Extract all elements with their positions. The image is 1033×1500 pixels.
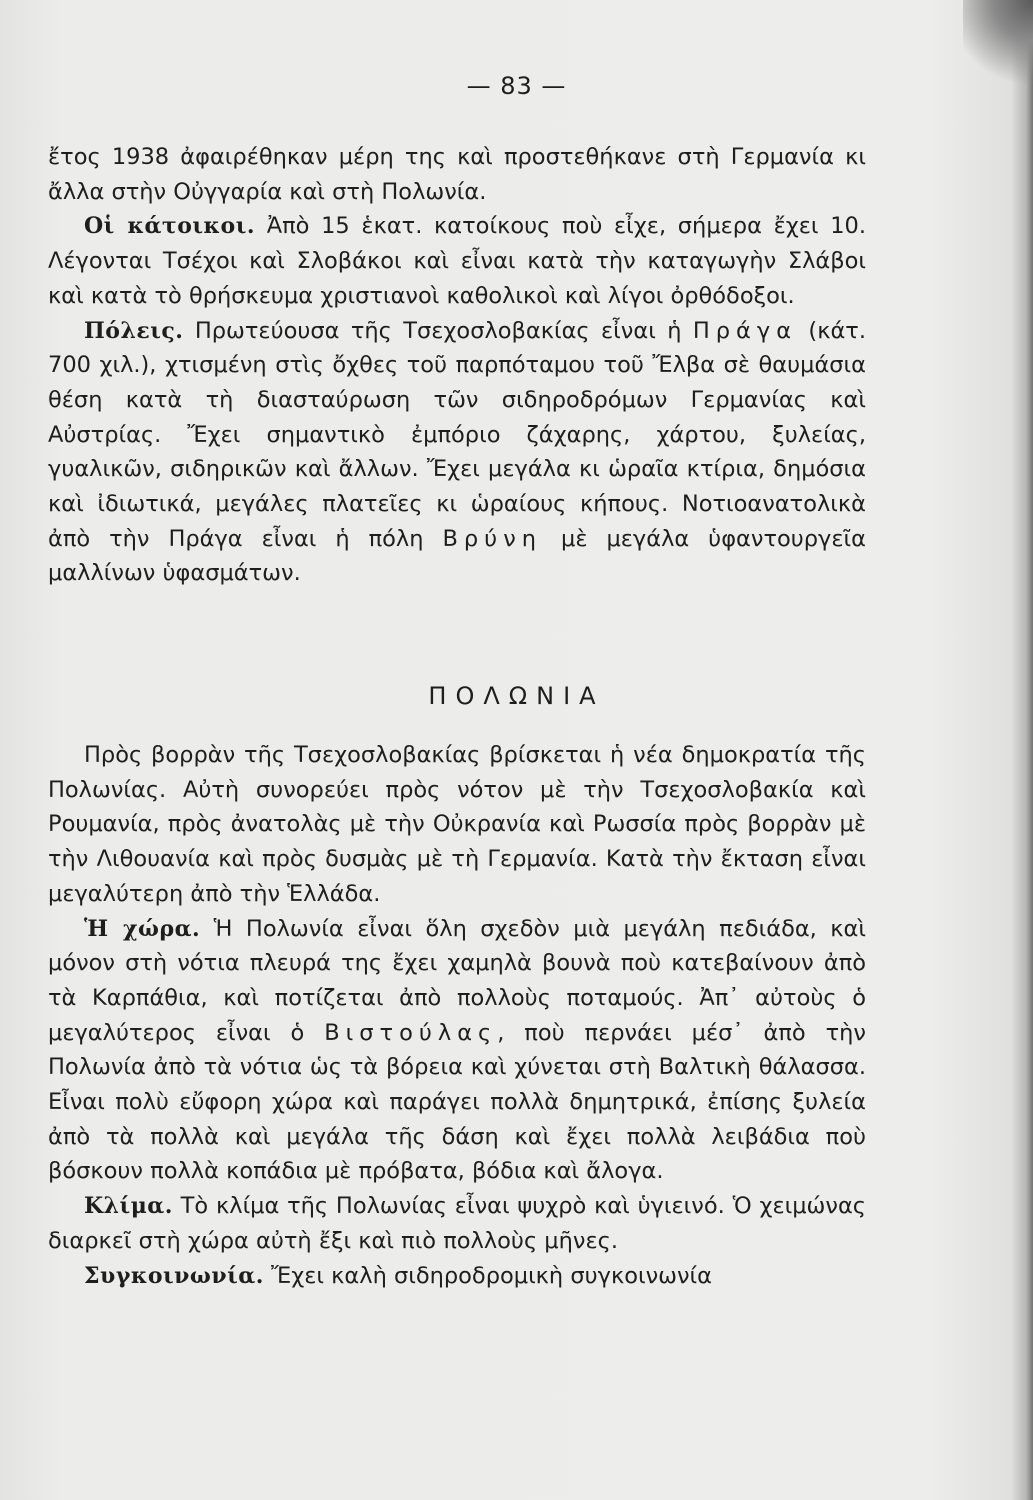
country-text-a: Ἡ Πολωνία εἶναι ὅλη σχεδὸν μιὰ μεγάλη πεδιάδα, καὶ μόνον στὴ νότια πλευρά της ἔχει χαμηλὰ βουνὰ ποὺ κατεβαίνουν ἀπὸ τὰ Καρπάθια, καὶ ποτίζεται ἀπὸ πολλοὺς ποταμούς. Ἀπ᾽ αὐτοὺς ὁ μεγαλύτερος εἶναι ὁ (48, 915, 866, 1046)
text-block-czechoslovakia (48, 140, 866, 591)
heading-climate: Κλίμα. (84, 1193, 173, 1220)
heading-inhabitants: Οἱ κάτοικοι. (84, 213, 256, 240)
city-brno: Βρύνη (442, 525, 543, 552)
heading-transport: Συγκοινωνία. (84, 1262, 264, 1289)
inhabitants-text: Ἀπὸ 15 ἑκατ. κατοίκους ποὺ εἶχε, σήμερα ἔχει 10. Λέγονται Τσέχοι καὶ Σλοβάκοι καὶ εἶναι κατὰ τὴν καταγωγὴν Σλάβοι καὶ κατὰ τὸ θρήσκευμα χριστιανοὶ καθολικοὶ καὶ λίγοι ὀρθόδοξοι. (48, 213, 866, 309)
heading-cities: Πόλεις. (84, 317, 184, 344)
paragraph-country (48, 912, 866, 1190)
paragraph-continuation: ἔτος 1938 ἀφαιρέθηκαν μέρη της καὶ προστεθήκανε στὴ Γερμανία κι ἄλλα στὴν Οὐγγαρία καὶ στὴ Πολωνία. (48, 144, 866, 205)
cities-text-b: (κάτ. 700 χιλ.), χτισμένη στὶς ὄχθες τοῦ παρπόταμου τοῦ Ἔλβα σὲ θαυμάσια θέση κατὰ τὴ διασταύρωση τῶν σιδηροδρόμων Γερμανίας καὶ Αὐστρίας. Ἔχει σημαντικὸ ἐμπόριο ζάχαρης, χάρτου, ξυλείας, γυαλικῶν, σιδηρικῶν καὶ ἄλλων. Ἔχει μεγάλα κι ὡραῖα κτίρια, δημόσια καὶ ἰδιωτικά, μεγάλες πλατεῖες κι ὡραίους κήπους. Νοτιοανατολικὰ ἀπὸ τὴν Πράγα εἶναι ἡ πόλη (48, 317, 866, 552)
climate-text: Τὸ κλίμα τῆς Πολωνίας εἶναι ψυχρὸ καὶ ὑγιεινό. Ὁ χειμώνας διαρκεῖ στὴ χώρα αὐτὴ ἔξι καὶ πιὸ πολλοὺς μῆνες. (48, 1193, 866, 1254)
page-number: — 83 — (466, 72, 567, 100)
paragraph-transport (48, 1259, 866, 1294)
city-prague: Πράγα (692, 317, 798, 344)
text-block-poland (48, 738, 866, 1293)
page-edge-shadow (1011, 0, 1033, 1500)
cities-text-a: Πρωτεύουσα τῆς Τσεχοσλοβακίας εἶναι ἡ (183, 317, 693, 344)
paragraph-inhabitants (48, 209, 866, 313)
transport-text: Ἔχει καλὴ σιδηροδρομικὴ συγκοινωνία (263, 1262, 713, 1289)
heading-country: Ἡ χώρα. (84, 915, 201, 942)
country-text-b: , ποὺ περνάει μέσ᾽ ἀπὸ τὴν Πολωνία ἀπὸ τὰ νότια ὡς τὰ βόρεια καὶ χύνεται στὴ Βαλτικὴ θάλασσα. Εἶναι πολὺ εὔφορη χώρα καὶ παράγει πολλὰ δημητρικά, ἐπίσης ξυλεία ἀπὸ τὰ πολλὰ καὶ μεγάλα τῆς δάση καὶ ἔχει πολλὰ λειβάδια ποὺ βόσκουν πολλὰ κοπάδια μὲ πρόβατα, βόδια καὶ ἄλογα. (48, 1019, 866, 1185)
paragraph-cities (48, 314, 866, 592)
river-vistula: Βιστούλας (324, 1019, 498, 1046)
paragraph-climate (48, 1189, 866, 1258)
paragraph-poland-intro: Πρὸς βορρὰν τῆς Τσεχοσλοβακίας βρίσκεται ἡ νέα δημοκρατία τῆς Πολωνίας. Αὐτὴ συνορεύει πρὸς νότον μὲ τὴν Τσεχοσλοβακία καὶ Ρουμανία, πρὸς ἀνατολὰς μὲ τὴν Οὐκρανία καὶ Ρωσσία πρὸς βορρὰν μὲ τὴν Λιθουανία καὶ πρὸς δυσμὰς μὲ τὴ Γερμανία. Κατὰ τὴν ἔκταση εἶναι μεγαλύτερη ἀπὸ τὴν Ἑλλάδα. (48, 742, 866, 907)
section-title: ΠΟΛΩΝΙΑ (428, 682, 605, 710)
cities-text-c: μὲ μεγάλα ὑφαντουργεῖα μαλλίνων ὑφασμάτων. (48, 525, 866, 587)
